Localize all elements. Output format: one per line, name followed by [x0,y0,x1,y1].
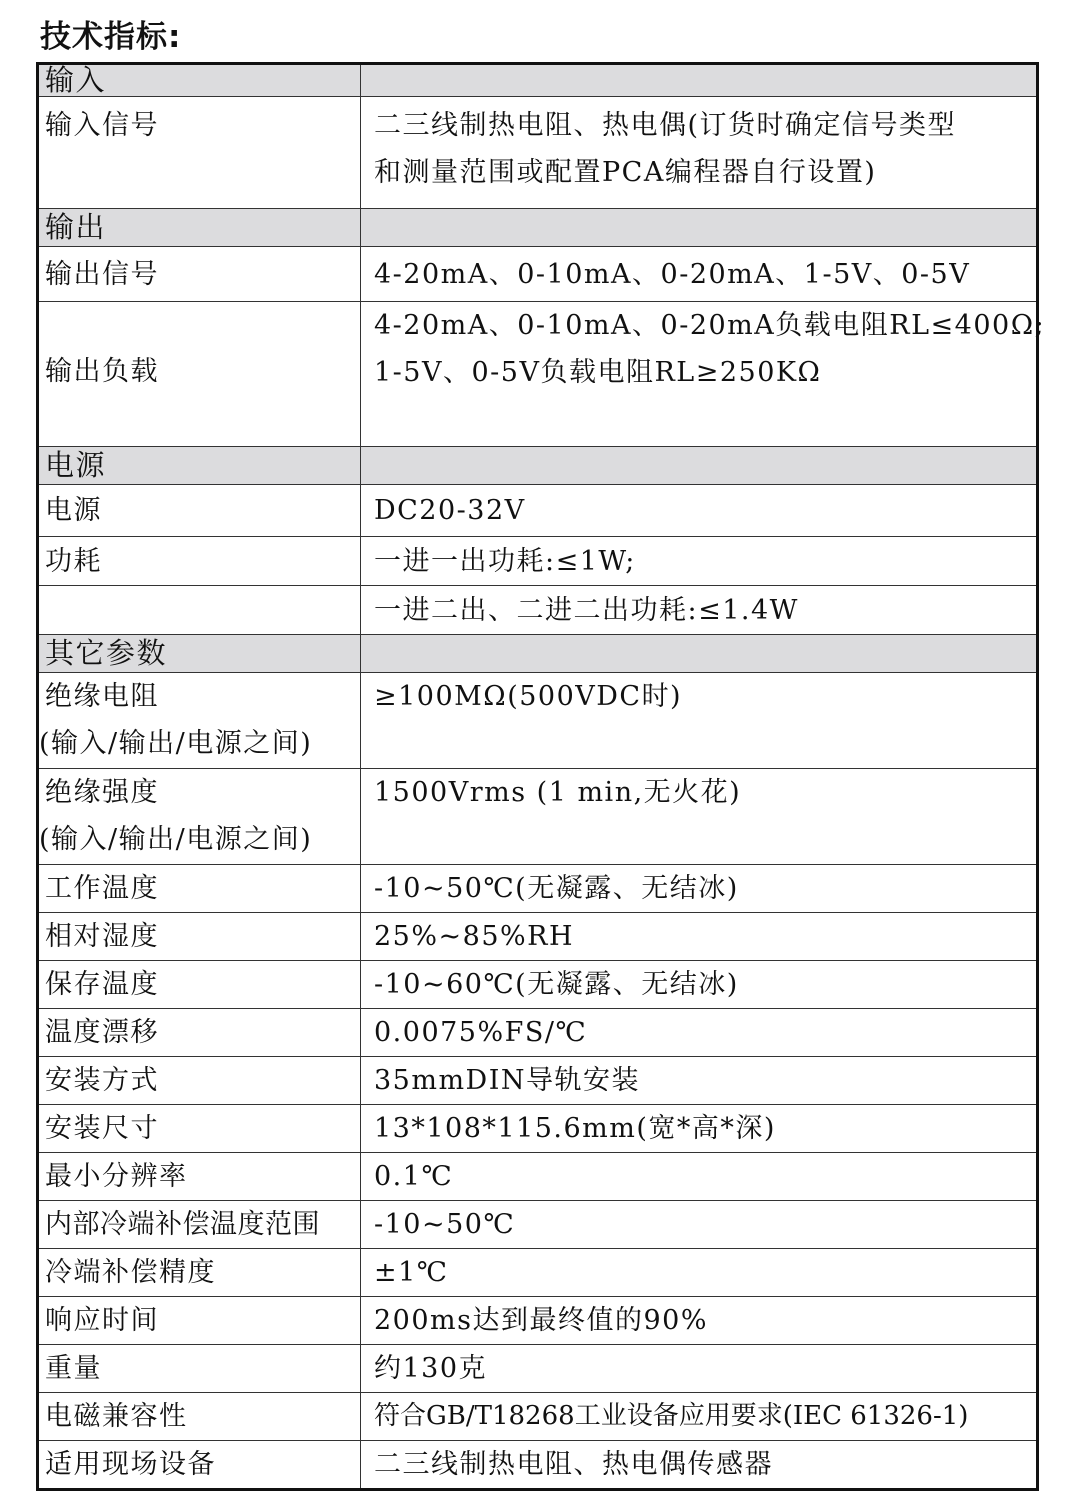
table-row-operating-temp [38,865,1038,913]
table-row-temp-drift [38,1009,1038,1057]
row-value-power-supply: DC20-32V [361,485,1038,537]
row-label-resolution: 最小分辨率 [38,1153,361,1201]
row-value-applicable-devices: 二三线制热电阻、热电偶传感器 [361,1441,1038,1490]
row-label-text: 输入信号 [45,110,159,141]
table-row-cjc-range [38,1201,1038,1249]
row-label-output-signal: 输出信号 [38,247,361,302]
table-row-power-consumption-2 [38,586,1038,635]
row-value-operating-temp: -10~50℃(无凝露、无结冰) [361,865,1038,913]
table-row-cjc-accuracy [38,1249,1038,1297]
row-label-dimensions: 安装尺寸 [38,1105,361,1153]
table-row-insulation-strength [38,769,1038,865]
section-label-input: 输入 [38,64,361,97]
row-value-temp-drift: 0.0075%FS/℃ [361,1009,1038,1057]
table-row-storage-temp [38,961,1038,1009]
row-value-emc: 符合GB/T18268工业设备应用要求(IEC 61326-1) [361,1393,1038,1441]
row-label-mounting: 安装方式 [38,1057,361,1105]
row-value-cjc-accuracy: ±1℃ [361,1249,1038,1297]
table-row-relative-humidity [38,913,1038,961]
section-label-output: 输出 [38,209,361,247]
row-value-insulation-resistance [361,673,1038,769]
table-row-mounting [38,1057,1038,1105]
page-title: 技术指标: [40,19,182,55]
row-value-power-consumption-2: 一进二出、二进二出功耗:≤1.4W [361,586,1038,635]
section-row-input [38,64,1038,97]
table-row-weight [38,1345,1038,1393]
section-row-power [38,447,1038,485]
table-row-power-supply [38,485,1038,537]
table-row-output-signal [38,247,1038,302]
row-value-line: ≥100MΩ(500VDC时) [374,681,683,712]
row-value-cjc-range: -10~50℃ [361,1201,1038,1249]
row-label-text: 绝缘强度 [45,777,159,808]
table-row-power-consumption [38,537,1038,586]
row-label-power-consumption: 功耗 [38,537,361,586]
row-value-line: 二三线制热电阻、热电偶(订货时确定信号类型 [374,110,957,141]
row-label-input-signal [38,97,361,209]
section-blank-cell [361,447,1038,485]
row-label-text: (输入/输出/电源之间) [39,728,313,759]
table-row-input-signal [38,97,1038,209]
row-label-output-load [38,302,361,447]
row-value-line: 4-20mA、0-10mA、0-20mA负载电阻RL≤400Ω; [374,310,1046,341]
table-row-output-load [38,302,1038,447]
table-row-emc [38,1393,1038,1441]
row-label-text: 绝缘电阻 [45,681,159,712]
section-label-other: 其它参数 [38,635,361,673]
row-label-temp-drift: 温度漂移 [38,1009,361,1057]
row-value-mounting: 35mmDIN导轨安装 [361,1057,1038,1105]
table-row-resolution [38,1153,1038,1201]
row-label-operating-temp: 工作温度 [38,865,361,913]
row-value-response-time: 200ms达到最终值的90% [361,1297,1038,1345]
row-value-storage-temp: -10~60℃(无凝露、无结冰) [361,961,1038,1009]
row-label-text: (输入/输出/电源之间) [39,824,313,855]
row-value-weight: 约130克 [361,1345,1038,1393]
row-label-insulation-strength [38,769,361,865]
section-row-other [38,635,1038,673]
row-value-dimensions: 13*108*115.6mm(宽*高*深) [361,1105,1038,1153]
section-blank-cell [361,209,1038,247]
row-label-text: 输出负载 [45,356,159,387]
row-value-line: 1-5V、0-5V负载电阻RL≥250KΩ [374,357,822,388]
row-label-insulation-resistance [38,673,361,769]
row-value-line: 和测量范围或配置PCA编程器自行设置) [374,157,877,188]
section-blank-cell [361,64,1038,97]
row-value-relative-humidity: 25%~85%RH [361,913,1038,961]
row-value-resolution: 0.1℃ [361,1153,1038,1201]
row-label-applicable-devices: 适用现场设备 [38,1441,361,1490]
row-value-insulation-strength [361,769,1038,865]
row-label-response-time: 响应时间 [38,1297,361,1345]
spec-table [36,62,1046,1491]
row-label-blank [38,586,361,635]
table-row-insulation-resistance [38,673,1038,769]
row-label-cjc-accuracy: 冷端补偿精度 [38,1249,361,1297]
section-blank-cell [361,635,1038,673]
table-row-dimensions [38,1105,1038,1153]
row-value-power-consumption-1: 一进一出功耗:≤1W; [361,537,1038,586]
table-row-response-time [38,1297,1038,1345]
section-label-power: 电源 [38,447,361,485]
row-label-power-supply: 电源 [38,485,361,537]
row-label-weight: 重量 [38,1345,361,1393]
row-label-relative-humidity: 相对湿度 [38,913,361,961]
row-value-output-load [361,302,1046,447]
section-row-output [38,209,1038,247]
row-label-cjc-range: 内部冷端补偿温度范围 [38,1201,361,1249]
row-value-input-signal [361,97,1038,209]
row-value-line: 1500Vrms (1 min,无火花) [374,777,742,808]
table-row-applicable-devices [38,1441,1038,1490]
row-value-output-signal: 4-20mA、0-10mA、0-20mA、1-5V、0-5V [361,247,1038,302]
row-label-storage-temp: 保存温度 [38,961,361,1009]
row-label-emc: 电磁兼容性 [38,1393,361,1441]
